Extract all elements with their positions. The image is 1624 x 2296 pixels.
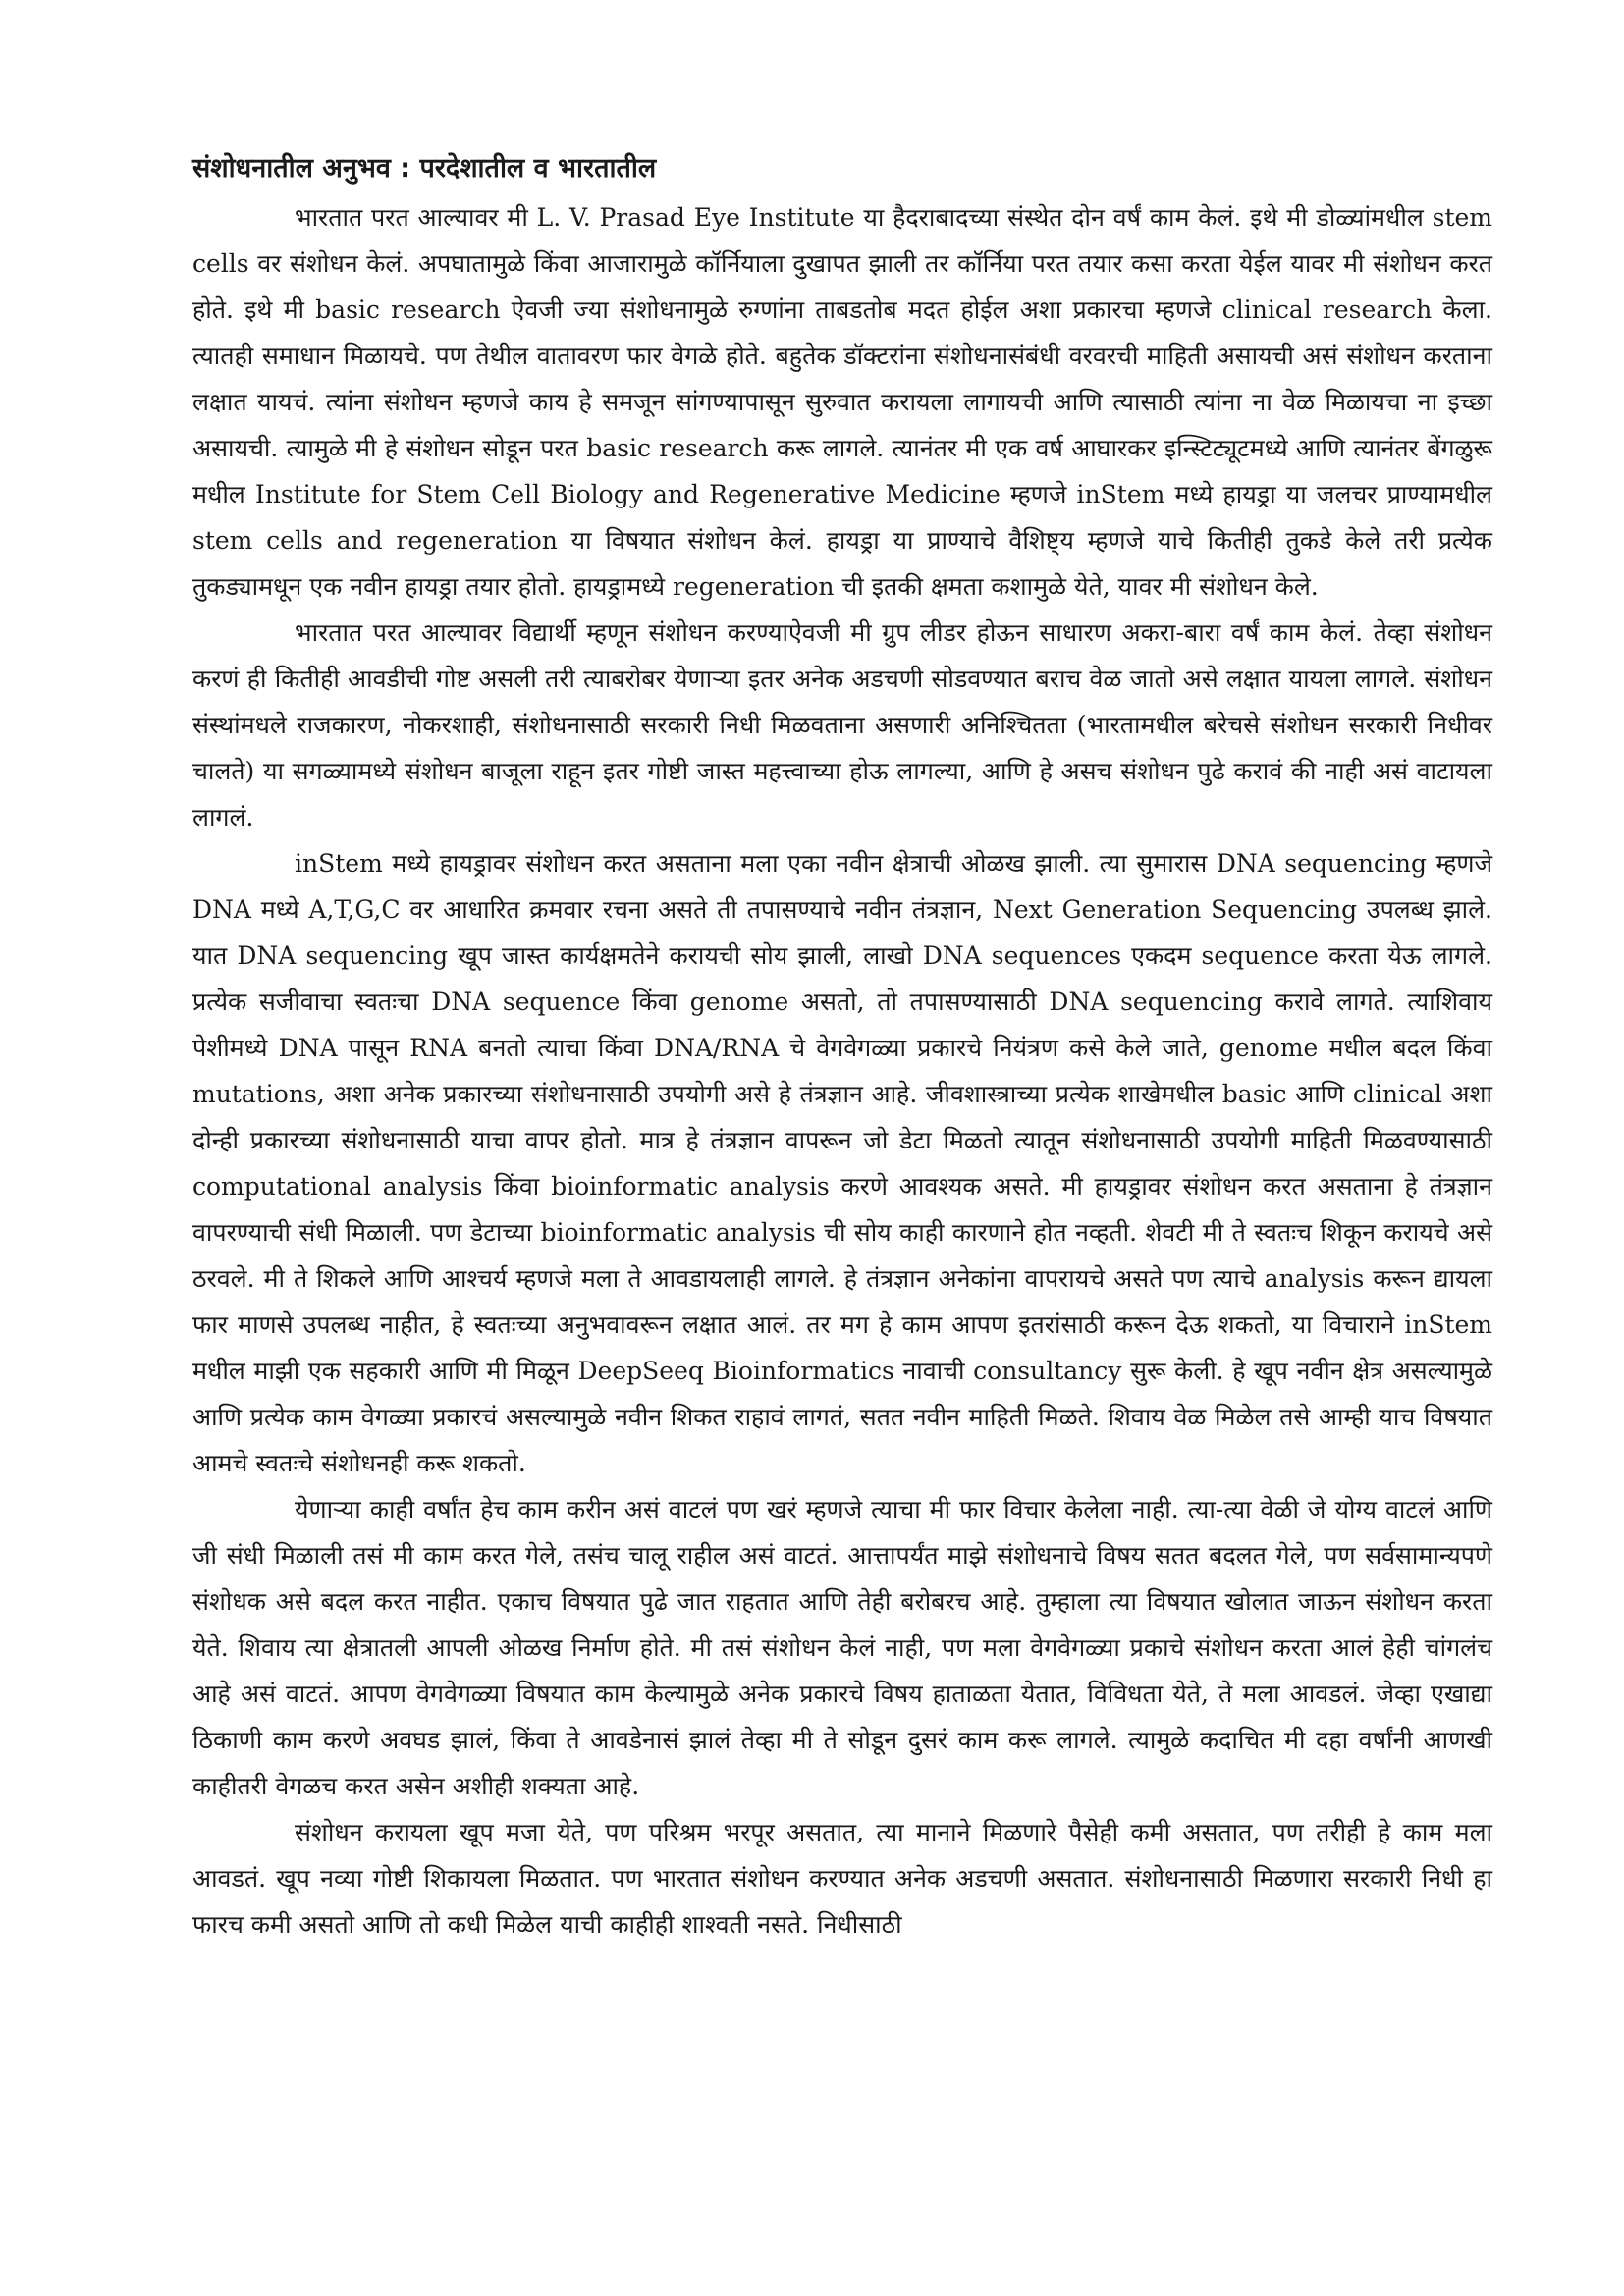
paragraph-funding: संशोधन करायला खूप मजा येते, पण परिश्रम भरपूर असतात, त्या मानाने मिळणारे पैसेही कमी असतात, पण तरीही हे काम मला आवडतं. खूप नव्या गोष्टी शिकायला मिळतात. पण भारतात संशोधन करण्यात अनेक अडचणी असतात. संशोधनासाठी मिळणारा सरकारी निधी हा फारच कमी असतो आणि तो कधी मिळेल याची काहीही शाश्वती नसते. निधीसाठी <box>192 1818 1492 1939</box>
paragraph-group-leader: भारतात परत आल्यावर विद्यार्थी म्हणून संशोधन करण्याऐवजी मी ग्रुप लीडर होऊन साधारण अकरा-बारा वर्षं काम केलं. तेव्हा संशोधन करणं ही कितीही आवडीची गोष्ट असली तरी त्याबरोबर येणाऱ्या इतर अनेक अडचणी सोडवण्यात बराच वेळ जातो असे लक्षात यायला लागले. संशोधन संस्थांमधले राजकारण, नोकरशाही, संशोधनासाठी सरकारी निधी मिळवताना असणारी अनिश्चितता (भारतामधील बरेचसे संशोधन सरकारी निधीवर चालते) या सगळ्यामध्ये संशोधन बाजूला राहून इतर गोष्टी जास्त महत्त्वाच्या होऊ लागल्या, आणि हे असच संशोधन पुढे करावं की नाही असं वाटायला लागलं. <box>192 618 1492 831</box>
paragraph-future: येणाऱ्या काही वर्षांत हेच काम करीन असं वाटलं पण खरं म्हणजे त्याचा मी फार विचार केलेला नाही. त्या-त्या वेळी जे योग्य वाटलं आणि जी संधी मिळाली तसं मी काम करत गेले, तसंच चालू राहील असं वाटतं. आत्तापर्यंत माझे संशोधनाचे विषय सतत बदलत गेले, पण सर्वसामान्यपणे संशोधक असे बदल करत नाहीत. एकाच विषयात पुढे जात राहतात आणि तेही बरोबरच आहे. तुम्हाला त्या विषयात खोलात जाऊन संशोधन करता येते. शिवाय त्या क्षेत्रातली आपली ओळख निर्माण होते. मी तसं संशोधन केलं नाही, पण मला वेगवेगळ्या प्रकाचे संशोधन करता आलं हेही चांगलंच आहे असं वाटतं. आपण वेगवेगळ्या विषयात काम केल्यामुळे अनेक प्रकारचे विषय हाताळता येतात, विविधता येते, ते मला आवडलं. जेव्हा एखाद्या ठिकाणी काम करणे अवघड झालं, किंवा ते आवडेनासं झालं तेव्हा मी ते सोडून दुसरं काम करू लागले. त्यामुळे कदाचित मी दहा वर्षांनी आणखी काहीतरी वेगळच करत असेन अशीही शक्यता आहे. <box>192 1495 1492 1800</box>
document-page <box>192 149 1492 1948</box>
section-heading: संशोधनातील अनुभव : परदेशातील व भारतातील <box>192 153 657 184</box>
paragraph-lvprasad: भारतात परत आल्यावर मी L. V. Prasad Eye Institute या हैदराबादच्या संस्थेत दोन वर्षं काम केलं. इथे मी डोळ्यांमधील stem cells वर संशोधन केलं. अपघातामुळे किंवा आजारामुळे कॉर्नियाला दुखापत झाली तर कॉर्निया परत तयार कसा करता येईल यावर मी संशोधन करत होते. इथे मी basic research ऐवजी ज्या संशोधनामुळे रुग्णांना ताबडतोब मदत होईल अशा प्रकारचा म्हणजे clinical research केला. त्यातही समाधान मिळायचे. पण तेथील वातावरण फार वेगळे होते. बहुतेक डॉक्टरांना संशोधनासंबंधी वरवरची माहिती असायची असं संशोधन करताना लक्षात यायचं. त्यांना संशोधन म्हणजे काय हे समजून सांगण्यापासून सुरुवात करायला लागायची आणि त्यासाठी त्यांना ना वेळ मिळायचा ना इच्छा असायची. त्यामुळे मी हे संशोधन सोडून परत basic research करू लागले. त्यानंतर मी एक वर्ष आघारकर इन्स्टिट्यूटमध्ये आणि त्यानंतर बेंगळुरू मधील Institute for Stem Cell Biology and Regenerative Medicine म्हणजे inStem मध्ये हायड्रा या जलचर प्राण्यामधील stem cells and regeneration या विषयात संशोधन केलं. हायड्रा या प्राण्याचे वैशिष्ट्य म्हणजे याचे कितीही तुकडे केले तरी प्रत्येक तुकड्यामधून एक नवीन हायड्रा तयार होतो. हायड्रामध्ये regeneration ची इतकी क्षमता कशामुळे येते, यावर मी संशोधन केले. <box>192 203 1492 601</box>
paragraph-sequencing: inStem मध्ये हायड्रावर संशोधन करत असताना मला एका नवीन क्षेत्राची ओळख झाली. त्या सुमारास DNA sequencing म्हणजे DNA मध्ये A,T,G,C वर आधारित क्रमवार रचना असते ती तपासण्याचे नवीन तंत्रज्ञान, Next Generation Sequencing उपलब्ध झाले. यात DNA sequencing खूप जास्त कार्यक्षमतेने करायची सोय झाली, लाखो DNA sequences एकदम sequence करता येऊ लागले. प्रत्येक सजीवाचा स्वतःचा DNA sequence किंवा genome असतो, तो तपासण्यासाठी DNA sequencing करावे लागते. त्याशिवाय पेशीमध्ये DNA पासून RNA बनतो त्याचा किंवा DNA/RNA चे वेगवेगळ्या प्रकारचे नियंत्रण कसे केले जाते, genome मधील बदल किंवा mutations, अशा अनेक प्रकारच्या संशोधनासाठी उपयोगी असे हे तंत्रज्ञान आहे. जीवशास्त्राच्या प्रत्येक शाखेमधील basic आणि clinical अशा दोन्ही प्रकारच्या संशोधनासाठी याचा वापर होतो. मात्र हे तंत्रज्ञान वापरून जो डेटा मिळतो त्यातून संशोधनासाठी उपयोगी माहिती मिळवण्यासाठी computational analysis किंवा bioinformatic analysis करणे आवश्यक असते. मी हायड्रावर संशोधन करत असताना हे तंत्रज्ञान वापरण्याची संधी मिळाली. पण डेटाच्या bioinformatic analysis ची सोय काही कारणाने होत नव्हती. शेवटी मी ते स्वतःच शिकून करायचे असे ठरवले. मी ते शिकले आणि आश्चर्य म्हणजे मला ते आवडायलाही लागले. हे तंत्रज्ञान अनेकांना वापरायचे असते पण त्याचे analysis करून द्यायला फार माणसे उपलब्ध नाहीत, हे स्वतःच्या अनुभवावरून लक्षात आलं. तर मग हे काम आपण इतरांसाठी करून देऊ शकतो, या विचाराने inStem मधील माझी एक सहकारी आणि मी मिळून DeepSeeq Bioinformatics नावाची consultancy सुरू केली. हे खूप नवीन क्षेत्र असल्यामुळे आणि प्रत्येक काम वेगळ्या प्रकारचं असल्यामुळे नवीन शिकत राहावं लागतं, सतत नवीन माहिती मिळते. शिवाय वेळ मिळेल तसे आम्ही याच विषयात आमचे स्वतःचे संशोधनही करू शकतो. <box>192 849 1492 1477</box>
